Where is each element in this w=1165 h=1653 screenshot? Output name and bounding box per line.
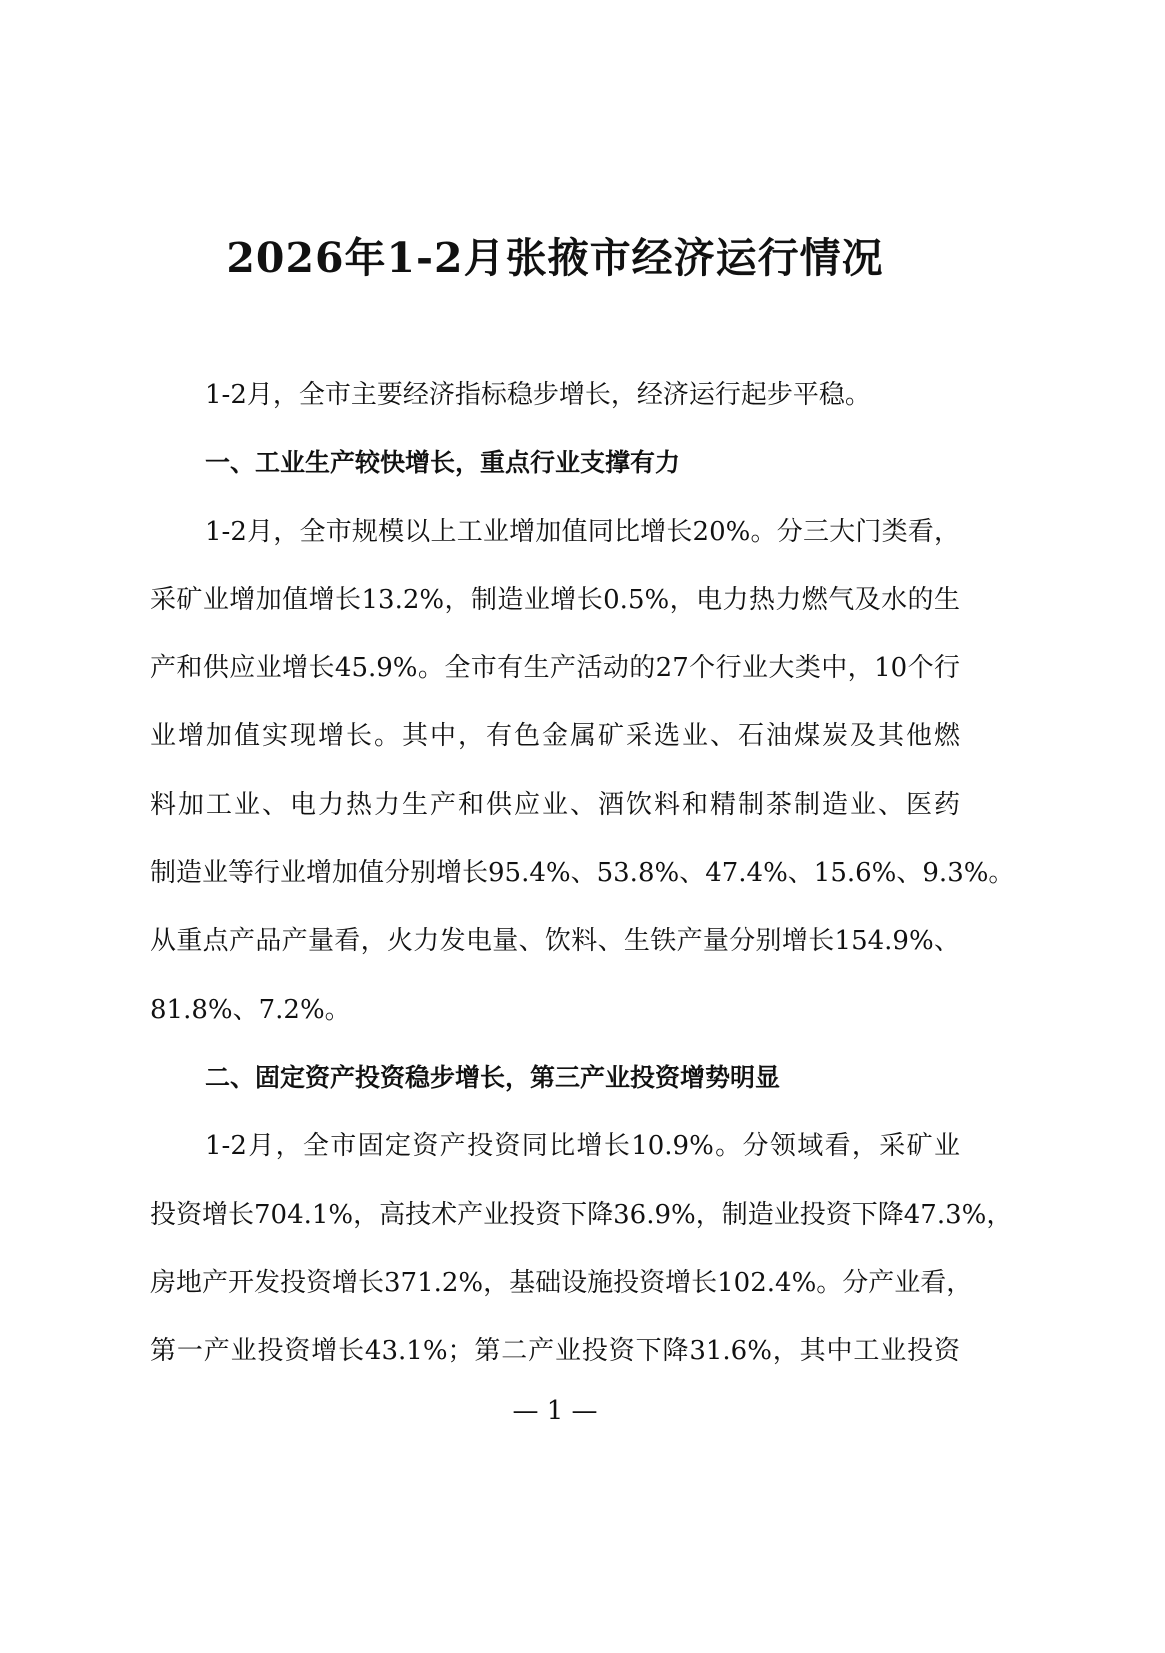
paragraph-line: 1-2月，全市规模以上工业增加值同比增长20%。分三大门类看， <box>205 516 960 547</box>
paragraph-line: 采矿业增加值增长13.2%，制造业增长0.5%，电力热力燃气及水的生 <box>150 584 960 615</box>
page-number: — 1 — <box>512 1396 598 1426</box>
paragraph-line: 投资增长704.1%，高技术产业投资下降36.9%，制造业投资下降47.3%， <box>150 1199 1013 1230</box>
paragraph-line: 81.8%、7.2%。 <box>150 994 351 1025</box>
paragraph-line: 从重点产品产量看，火力发电量、饮料、生铁产量分别增长154.9%、 <box>150 926 960 957</box>
paragraph-line: 产和供应业增长45.9%。全市有生产活动的27个行业大类中，10个行 <box>150 653 960 684</box>
intro-paragraph: 1-2月，全市主要经济指标稳步增长，经济运行起步平稳。 <box>205 380 871 410</box>
paragraph-line: 料加工业、电力热力生产和供应业、酒饮料和精制茶制造业、医药 <box>150 789 960 820</box>
paragraph-line: 业增加值实现增长。其中，有色金属矿采选业、石油煤炭及其他燃 <box>150 721 960 752</box>
paragraph-line: 制造业等行业增加值分别增长95.4%、53.8%、47.4%、15.6%、9.3%。 <box>150 858 1015 889</box>
paragraph-line: 第一产业投资增长43.1%；第二产业投资下降31.6%，其中工业投资 <box>150 1336 960 1367</box>
document-title: 2026年1-2月张掖市经济运行情况 <box>226 234 884 282</box>
document-body <box>150 373 1015 1397</box>
paragraph-line: 房地产开发投资增长371.2%，基础设施投资增长102.4%。分产业看， <box>150 1267 973 1298</box>
section-2-heading: 二、固定资产投资稳步增长，第三产业投资增势明显 <box>205 1062 781 1092</box>
section-1-heading: 一、工业生产较快增长，重点行业支撑有力 <box>205 448 681 478</box>
paragraph-line: 1-2月，全市固定资产投资同比增长10.9%。分领域看，采矿业 <box>205 1131 960 1162</box>
